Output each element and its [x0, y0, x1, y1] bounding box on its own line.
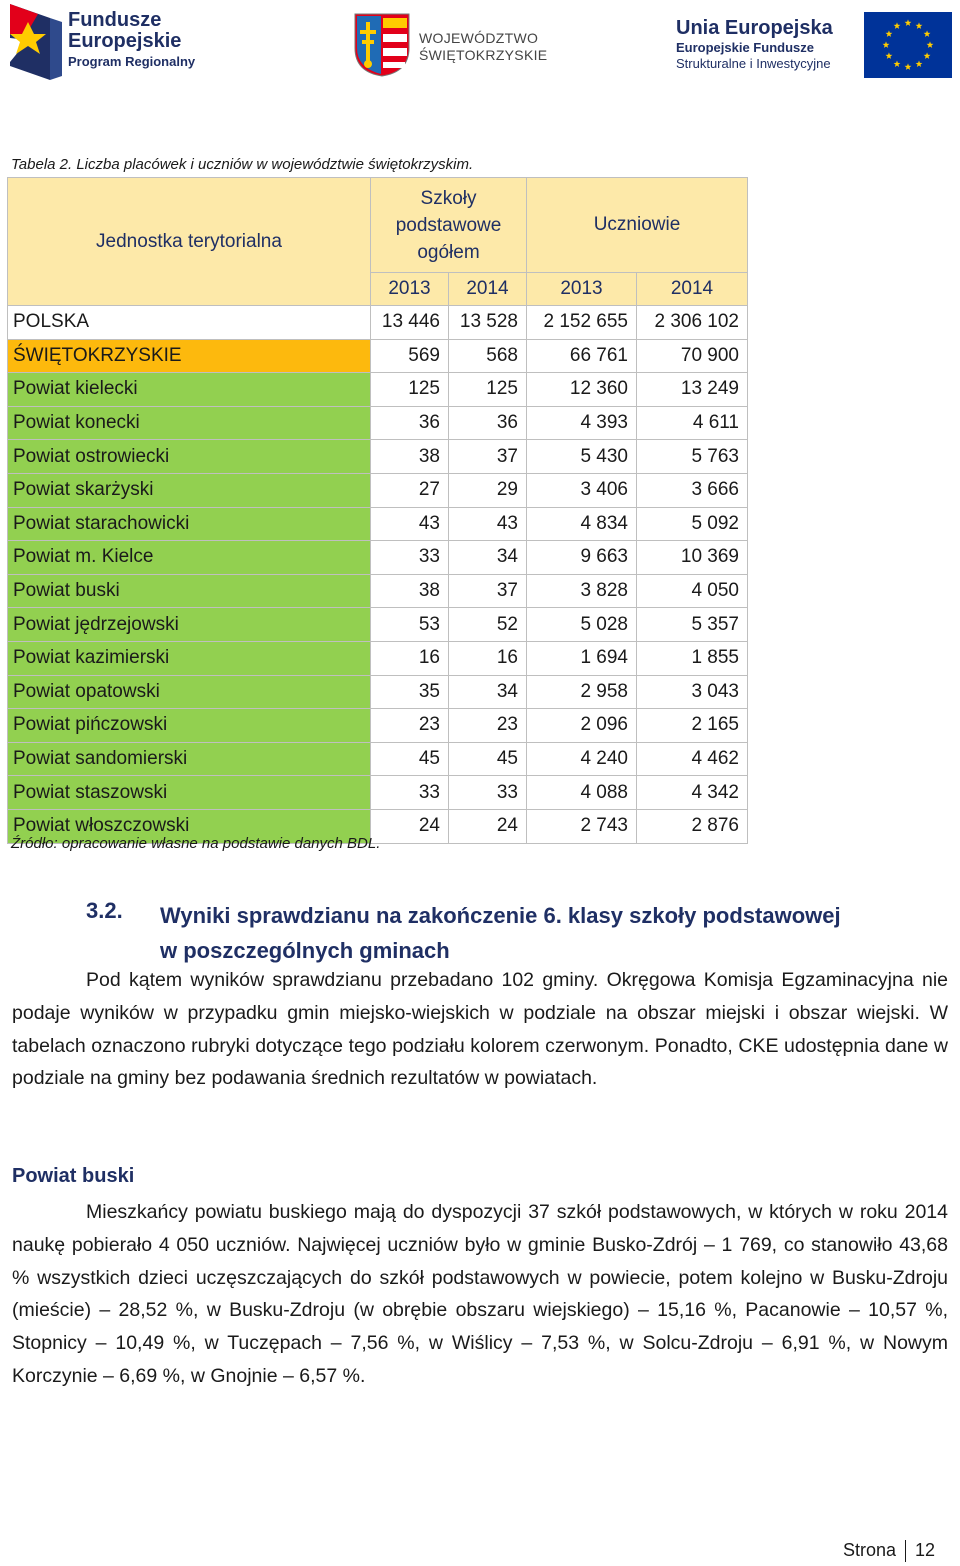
row-value: 33 [449, 776, 527, 810]
row-value: 23 [371, 709, 449, 743]
row-value: 125 [371, 373, 449, 407]
row-value: 9 663 [527, 541, 637, 575]
row-value: 4 240 [527, 742, 637, 776]
row-value: 568 [449, 339, 527, 373]
row-unit-name: POLSKA [8, 306, 371, 340]
header-logos [0, 0, 960, 92]
wojewodztwo-logo [353, 12, 548, 78]
row-value: 4 393 [527, 406, 637, 440]
row-unit-name: Powiat kazimierski [8, 641, 371, 675]
table-row [8, 473, 748, 507]
table-row [8, 373, 748, 407]
row-unit-name: Powiat staszowski [8, 776, 371, 810]
header-schools: Szkoły podstawowe ogółem [371, 178, 527, 273]
row-value: 24 [371, 809, 449, 843]
table-row [8, 776, 748, 810]
page-number: 12 [915, 1540, 936, 1560]
row-value: 1 855 [637, 641, 748, 675]
row-value: 5 357 [637, 608, 748, 642]
row-value: 33 [371, 541, 449, 575]
row-unit-name: Powiat starachowicki [8, 507, 371, 541]
row-unit-name: Powiat sandomierski [8, 742, 371, 776]
fe-line3: Program Regionalny [68, 54, 196, 69]
header-unit: Jednostka terytorialna [8, 178, 371, 306]
row-value: 4 088 [527, 776, 637, 810]
table-row [8, 406, 748, 440]
table-row [8, 742, 748, 776]
row-value: 27 [371, 473, 449, 507]
row-value: 3 828 [527, 574, 637, 608]
row-value: 3 043 [637, 675, 748, 709]
row-value: 37 [449, 440, 527, 474]
table-caption: Tabela 2. Liczba placówek i uczniów w województwie świętokrzyskim. [11, 156, 474, 173]
paragraph-powiat-buski: Mieszkańcy powiatu buskiego mają do dyspozycji 37 szkół podstawowych, w których w roku 2014 naukę pobierało 4 050 uczniów. Najwięcej uczniów było w gminie Busko-Zdrój – 1 769, co stanowiło 43,68 % wszystkich dzieci uczęszczających do szkół podstawowych w powiecie, potem kolejno w Busku-Zdroju (mieście) – 28,52 %, w Busku-Zdroju (w obrębie obszaru wiejskiego) – 15,16 %, Pacanowie – 10,57 %, Stopnicy – 10,49 %, w Tuczępach – 7,56 %, w Wiślicy – 7,53 %, w Solcu-Zdroju – 6,91 %, w Nowym Korczynie – 6,69 %, w Gnojnie – 6,57 %. [12, 1201, 948, 1387]
row-value: 43 [371, 507, 449, 541]
unia-europejska-logo [676, 10, 956, 80]
row-value: 4 611 [637, 406, 748, 440]
row-value: 2 743 [527, 809, 637, 843]
table-row [8, 440, 748, 474]
table-row [8, 541, 748, 575]
row-value: 13 446 [371, 306, 449, 340]
header-year: 2013 [527, 273, 637, 306]
row-value: 1 694 [527, 641, 637, 675]
row-value: 4 050 [637, 574, 748, 608]
eu-flag-icon [864, 12, 952, 78]
header-year: 2014 [449, 273, 527, 306]
row-value: 36 [449, 406, 527, 440]
row-value: 38 [371, 574, 449, 608]
row-unit-name: Powiat jędrzejowski [8, 608, 371, 642]
row-value: 35 [371, 675, 449, 709]
row-value: 34 [449, 675, 527, 709]
row-value: 66 761 [527, 339, 637, 373]
coat-of-arms-icon [353, 12, 411, 78]
table-row [8, 507, 748, 541]
fe-line2: Europejskie [68, 30, 182, 52]
row-value: 33 [371, 776, 449, 810]
row-value: 45 [449, 742, 527, 776]
row-value: 2 958 [527, 675, 637, 709]
table-source: Źródło: opracowanie własne na podstawie danych BDL. [11, 835, 381, 852]
row-value: 37 [449, 574, 527, 608]
schools-students-table [7, 177, 748, 844]
row-value: 569 [371, 339, 449, 373]
row-unit-name: Powiat włoszczowski [8, 809, 371, 843]
row-value: 2 096 [527, 709, 637, 743]
row-value: 2 152 655 [527, 306, 637, 340]
row-unit-name: Powiat skarżyski [8, 473, 371, 507]
row-value: 24 [449, 809, 527, 843]
row-value: 5 028 [527, 608, 637, 642]
row-unit-name: Powiat ostrowiecki [8, 440, 371, 474]
row-value: 3 406 [527, 473, 637, 507]
row-value: 5 092 [637, 507, 748, 541]
table-row [8, 306, 748, 340]
ws-line1: WOJEWÓDZTWO [419, 30, 539, 46]
row-unit-name: Powiat opatowski [8, 675, 371, 709]
row-unit-name: Powiat pińczowski [8, 709, 371, 743]
row-value: 16 [371, 641, 449, 675]
page-footer [843, 1540, 935, 1562]
row-value: 29 [449, 473, 527, 507]
row-value: 70 900 [637, 339, 748, 373]
row-value: 13 528 [449, 306, 527, 340]
row-value: 36 [371, 406, 449, 440]
table-row [8, 339, 748, 373]
ue-line1: Unia Europejska [676, 17, 833, 39]
section-title: Wyniki sprawdzianu na zakończenie 6. klasy szkoły podstawowej w poszczególnych gminach [160, 903, 841, 963]
row-value: 43 [449, 507, 527, 541]
row-value: 10 369 [637, 541, 748, 575]
row-value: 4 462 [637, 742, 748, 776]
fundusze-europejskie-flag-icon [10, 4, 62, 80]
row-value: 52 [449, 608, 527, 642]
header-students: Uczniowie [527, 178, 748, 273]
row-unit-name: Powiat kielecki [8, 373, 371, 407]
ws-line2: ŚWIĘTOKRZYSKIE [419, 47, 548, 63]
header-year: 2013 [371, 273, 449, 306]
row-value: 4 834 [527, 507, 637, 541]
row-value: 125 [449, 373, 527, 407]
row-value: 34 [449, 541, 527, 575]
table-row [8, 709, 748, 743]
section-number: 3.2. [86, 898, 123, 923]
footer-separator [905, 1540, 906, 1562]
table-row [8, 608, 748, 642]
footer-label: Strona [843, 1540, 897, 1560]
row-value: 2 876 [637, 809, 748, 843]
fundusze-europejskie-logo [10, 4, 210, 82]
row-unit-name: Powiat buski [8, 574, 371, 608]
paragraph-intro: Pod kątem wyników sprawdzianu przebadano 102 gminy. Okręgowa Komisja Egzaminacyjna nie podaje wyników w przypadku gmin miejsko-wiejskich w podziale na obszar miejski i obszar wiejski. W tabelach oznaczono rubryki dotyczące tego podziału kolorem czerwonym. Ponadto, CKE udostępnia dane w podziale na gminy bez podawania średnich rezultatów w powiatach. [12, 969, 948, 1090]
ue-line2: Europejskie Fundusze [676, 40, 814, 55]
row-value: 13 249 [637, 373, 748, 407]
row-value: 12 360 [527, 373, 637, 407]
row-value: 3 666 [637, 473, 748, 507]
table-row [8, 675, 748, 709]
row-value: 38 [371, 440, 449, 474]
row-value: 5 763 [637, 440, 748, 474]
row-value: 4 342 [637, 776, 748, 810]
row-value: 2 306 102 [637, 306, 748, 340]
fe-line1: Fundusze [68, 9, 162, 31]
row-unit-name: ŚWIĘTOKRZYSKIE [8, 339, 371, 373]
row-unit-name: Powiat m. Kielce [8, 541, 371, 575]
row-value: 45 [371, 742, 449, 776]
row-value: 53 [371, 608, 449, 642]
row-value: 5 430 [527, 440, 637, 474]
row-value: 2 165 [637, 709, 748, 743]
row-unit-name: Powiat konecki [8, 406, 371, 440]
table-row [8, 641, 748, 675]
table-row [8, 574, 748, 608]
row-value: 23 [449, 709, 527, 743]
subheading-powiat-buski: Powiat buski [12, 1165, 135, 1187]
header-year: 2014 [637, 273, 748, 306]
ue-line3: Strukturalne i Inwestycyjne [676, 56, 831, 71]
row-value: 16 [449, 641, 527, 675]
